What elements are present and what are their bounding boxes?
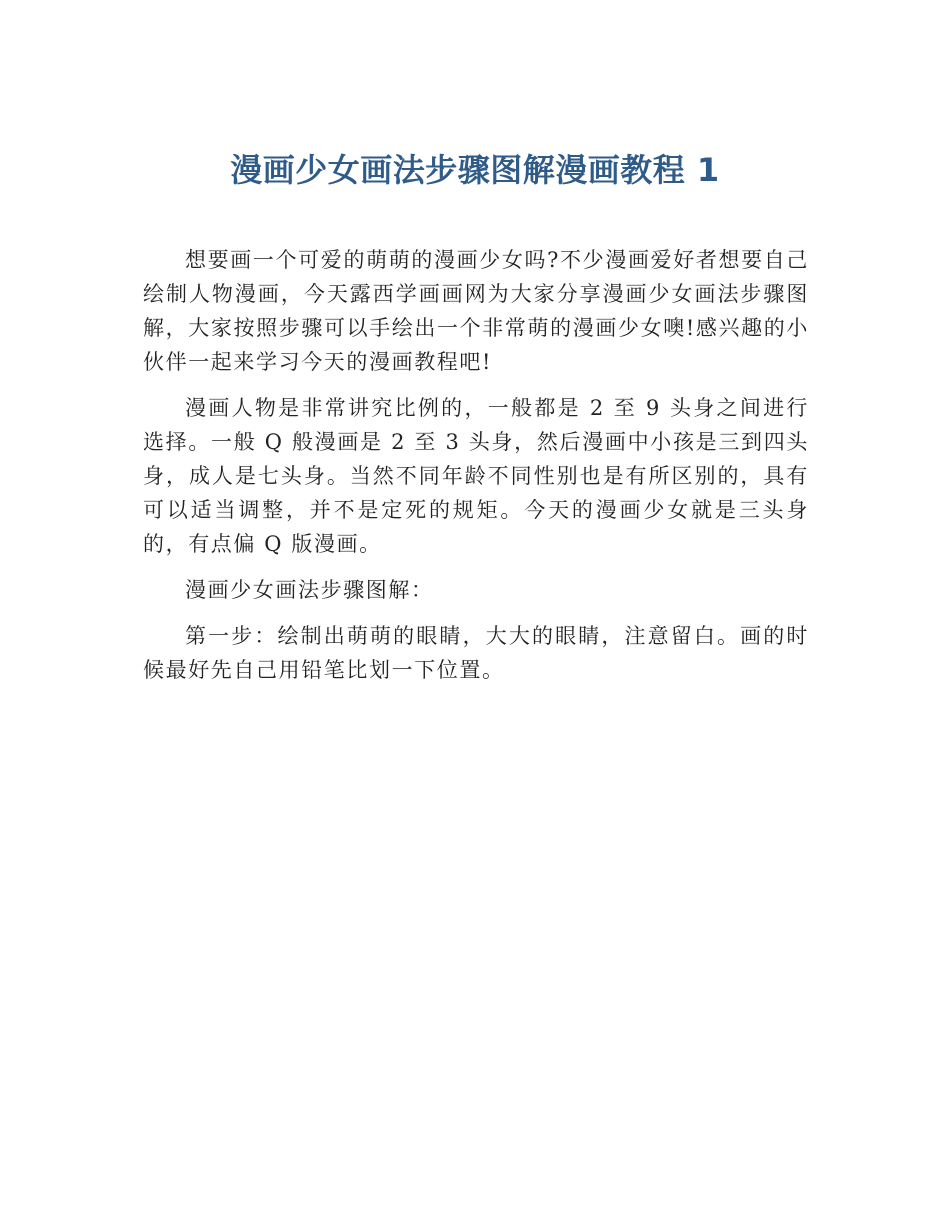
document-body (143, 243, 809, 699)
paragraph-intro: 想要画一个可爱的萌萌的漫画少女吗?不少漫画爱好者想要自己绘制人物漫画，今天露西学画画网为大家分享漫画少女画法步骤图解，大家按照步骤可以手绘出一个非常萌的漫画少女噢!感兴趣的小伙伴一起来学习今天的漫画教程吧! (143, 248, 809, 374)
paragraph-proportions: 漫画人物是非常讲究比例的，一般都是 2 至 9 头身之间进行选择。一般 Q 般漫画是 2 至 3 头身，然后漫画中小孩是三到四头身，成人是七头身。当然不同年龄不同性别也是有所区别的，具有可以适当调整，并不是定死的规矩。今天的漫画少女就是三头身的，有点偏 Q 版漫画。 (143, 396, 809, 556)
paragraph-step-one: 第一步：绘制出萌萌的眼睛，大大的眼睛，注意留白。画的时候最好先自己用铅笔比划一下位置。 (143, 624, 809, 682)
document-title: 漫画少女画法步骤图解漫画教程 1 (230, 151, 720, 189)
paragraph-steps-heading: 漫画少女画法步骤图解： (185, 578, 434, 602)
